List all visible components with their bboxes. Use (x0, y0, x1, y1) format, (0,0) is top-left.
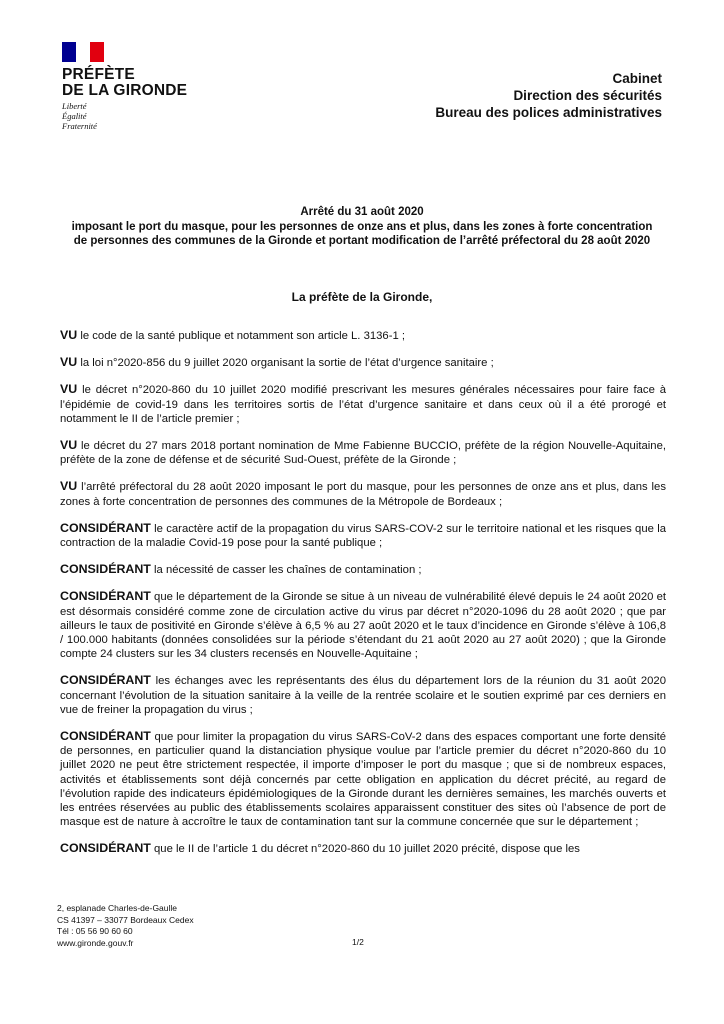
paragraph (60, 562, 666, 577)
paragraph-keyword: CONSIDÉRANT (60, 673, 151, 688)
paragraph-keyword: CONSIDÉRANT (60, 520, 151, 535)
service-cabinet: Cabinet (612, 71, 662, 86)
paragraph-text: que le département de la Gironde se situe à un niveau de vulnérabilité élevé depuis le 24 août 2020 et est désormais considéré comme zone de circulation active du virus par décret n°2020-1096 du 28 août 2020 ; que par ailleurs le taux de positivité en Gironde s’élève à 6,5 % au 27 août 2020 et le taux d’incidence en Gironde s’élève à 106,8 / 100.000 habitants (données consolidées sur la période s’étendant du 21 août 2020 au 27 août 2020) ; que la Gironde compte 24 clusters sur les 34 clusters recensés en Nouvelle-Aquitaine ; (60, 591, 666, 661)
paragraph-keyword: CONSIDÉRANT (60, 841, 151, 856)
motto-liberte: Liberté (62, 101, 87, 111)
signatory: La préfète de la Gironde, (291, 290, 433, 304)
paragraph-keyword: CONSIDÉRANT (60, 729, 151, 744)
decree-title (70, 205, 654, 249)
paragraph-text: que pour limiter la propagation du virus SARS-CoV-2 dans des espaces comportant une forte densité de personnes, en particulier quand la distanciation physique voulue par l’article premier du décret n°2020-860 du 10 juillet 2020 ne peut être strictement respectée, il importe d’imposer le port du masque ; que si de nombreux espaces, activités et établissements sont déjà concernés par cette obligation en application du décret précité, au regard de l’évolution rapide des indicateurs épidémiologiques de la Gironde durant les dernières semaines, les marchés ouverts et les entrées réservées au public des établissements scolaires apparaissent constituer des sites où l’absence de port de masque est de nature à accroître le taux de contamination tant sur la commune concernée que sur le département ; (60, 731, 666, 829)
footer-postal: CS 41397 – 33077 Bordeaux Cedex (57, 914, 194, 925)
paragraph (60, 673, 666, 717)
paragraph (60, 729, 666, 829)
motto-fraternite: Fraternité (62, 121, 97, 131)
paragraph-keyword: VU (60, 479, 78, 494)
paragraph-keyword: VU (60, 328, 78, 342)
footer-website: www.gironde.gouv.fr (57, 937, 134, 948)
logo-name (62, 67, 187, 99)
paragraph-keyword: VU (60, 382, 78, 397)
paragraph-text: le code de la santé publique et notamment son article L. 3136-1 ; (77, 330, 406, 342)
republic-motto (62, 101, 187, 131)
decree-date: Arrêté du 31 août 2020 (300, 206, 424, 218)
footer-street: 2, esplanade Charles-de-Gaulle (57, 903, 178, 913)
service-bureau: Bureau des polices administratives (435, 105, 662, 120)
motto-egalite: Égalité (62, 111, 87, 121)
paragraph-text: que le II de l’article 1 du décret n°2020-860 du 10 juillet 2020 précité, dispose que les (150, 843, 580, 856)
service-direction: Direction des sécurités (513, 88, 662, 103)
paragraph-keyword: CONSIDÉRANT (60, 562, 151, 577)
footer-phone: Tél : 05 56 90 60 60 (57, 926, 133, 936)
prefecture-logo (62, 42, 187, 131)
footer-address (57, 903, 194, 949)
paragraph (60, 382, 666, 426)
flag-white (76, 42, 90, 62)
paragraph-text: le décret n°2020-860 du 10 juillet 2020 modifié prescrivant les mesures générales nécessaires pour faire face à l’épidémie de covid-19 dans les territoires sortis de l’état d’urgence sanitaire et dans ceux où il a été prorogé et notamment le II de l’article premier ; (60, 384, 666, 425)
paragraph-text: le caractère actif de la propagation du virus SARS-COV-2 sur le territoire national et les risques que la contraction de la maladie Covid-19 pose pour la santé publique ; (60, 522, 666, 550)
service-header (435, 70, 662, 121)
flag-blue (62, 42, 76, 62)
logo-line2: DE LA GIRONDE (62, 82, 188, 99)
decree-subject: imposant le port du masque, pour les personnes de onze ans et plus, dans les zones à forte concentration de personnes des communes de la Gironde et portant modification de l’arrêté préfectoral du 28 août 2020 (71, 220, 653, 247)
page-number: 1/2 (352, 937, 364, 947)
paragraph (60, 841, 666, 856)
paragraph-text: les échanges avec les représentants des élus du département lors de la réunion du 31 août 2020 concernant l’évolution de la situation sanitaire à la veille de la rentrée scolaire et le soutien exprimé par ces derniers en vue de freiner la propagation du virus ; (60, 675, 666, 716)
paragraph (60, 328, 666, 343)
paragraph (60, 438, 666, 467)
logo-line1: PRÉFÈTE (62, 66, 135, 83)
document-body (60, 328, 666, 869)
paragraph-text: le décret du 27 mars 2018 portant nomination de Mme Fabienne BUCCIO, préfète de la région Nouvelle-Aquitaine, préfète de la zone de défense et de sécurité Sud-Ouest, préfète de la Gironde ; (60, 440, 666, 467)
paragraph-keyword: VU (60, 355, 78, 370)
paragraph-text: la nécessité de casser les chaînes de contamination ; (150, 564, 422, 577)
paragraph-text: la loi n°2020-856 du 9 juillet 2020 organisant la sortie de l’état d’urgence sanitaire ; (77, 357, 494, 370)
paragraph (60, 521, 666, 550)
paragraph-text: l’arrêté préfectoral du 28 août 2020 imposant le port du masque, pour les personnes de onze ans et plus, dans les zones à forte concentration de personnes des communes de la Métropole de Bordeaux ; (60, 481, 666, 508)
marianne-flag-icon (62, 42, 104, 62)
paragraph-keyword: CONSIDÉRANT (60, 589, 151, 604)
paragraph (60, 479, 666, 508)
paragraph (60, 589, 666, 661)
paragraph (60, 355, 666, 370)
flag-red (90, 42, 104, 62)
paragraph-keyword: VU (60, 438, 78, 453)
